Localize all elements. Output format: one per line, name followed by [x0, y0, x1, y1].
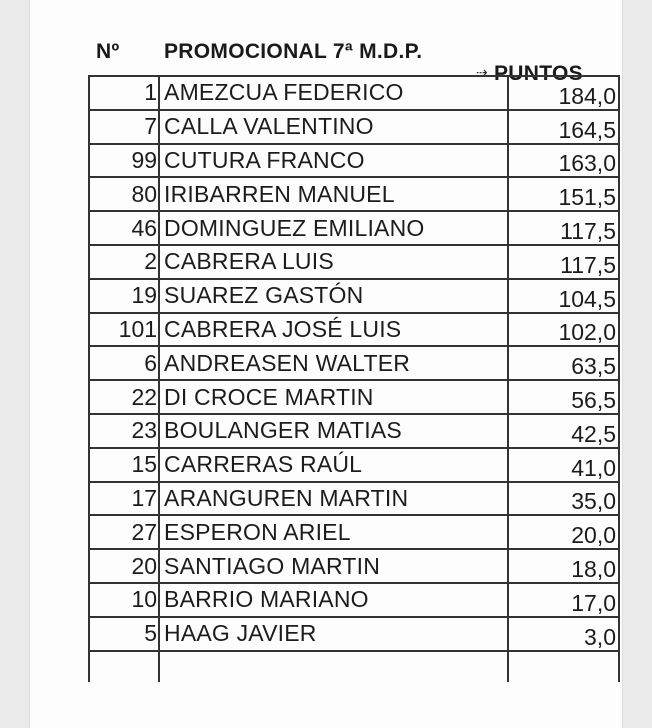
row-number: 46	[89, 211, 159, 245]
row-points: 42,5	[508, 414, 619, 448]
row-points: 35,0	[508, 482, 619, 516]
table-row	[89, 583, 619, 617]
table-row	[89, 144, 619, 178]
table-row	[89, 414, 619, 448]
results-table	[88, 75, 620, 682]
row-number: 80	[89, 177, 159, 211]
row-number: 10	[89, 583, 159, 617]
row-points: 20,0	[508, 515, 619, 549]
row-points: 17,0	[508, 583, 619, 617]
table-row	[89, 110, 619, 144]
table-row	[89, 482, 619, 516]
table-row	[89, 177, 619, 211]
competitor-name: CUTURA FRANCO	[159, 144, 508, 178]
row-points: 164,5	[508, 110, 619, 144]
table-row	[89, 76, 619, 110]
row-number: 22	[89, 380, 159, 414]
row-points: 56,5	[508, 380, 619, 414]
competitor-name: CARRERAS RAÚL	[159, 448, 508, 482]
row-number: 19	[89, 279, 159, 313]
row-points: 41,0	[508, 448, 619, 482]
row-points: 151,5	[508, 177, 619, 211]
competitor-name: AMEZCUA FEDERICO	[159, 76, 508, 110]
row-points: 117,5	[508, 211, 619, 245]
table-row	[89, 515, 619, 549]
competitor-name: ESPERON ARIEL	[159, 515, 508, 549]
table-row	[89, 380, 619, 414]
row-number: 99	[89, 144, 159, 178]
row-number: 7	[89, 110, 159, 144]
competitor-name: BARRIO MARIANO	[159, 583, 508, 617]
table-row	[89, 211, 619, 245]
row-number: 27	[89, 515, 159, 549]
competitor-name: CABRERA JOSÉ LUIS	[159, 313, 508, 347]
row-number: 101	[89, 313, 159, 347]
competitor-name: SANTIAGO MARTIN	[159, 549, 508, 583]
row-points: 102,0	[508, 313, 619, 347]
page-title: PROMOCIONAL 7ª M.D.P.	[164, 40, 423, 63]
row-number: 20	[89, 549, 159, 583]
row-number: 2	[89, 245, 159, 279]
table-row	[89, 245, 619, 279]
competitor-name: IRIBARREN MANUEL	[159, 177, 508, 211]
empty-row	[89, 651, 619, 682]
row-number: 1	[89, 76, 159, 110]
empty-cell	[89, 651, 159, 682]
competitor-name: ANDREASEN WALTER	[159, 346, 508, 380]
competitor-name: CABRERA LUIS	[159, 245, 508, 279]
row-number: 23	[89, 414, 159, 448]
table-row	[89, 549, 619, 583]
column-header-points: PUNTOS	[494, 62, 583, 85]
table-row	[89, 279, 619, 313]
row-number: 17	[89, 482, 159, 516]
column-header-number: Nº	[96, 40, 120, 63]
row-number: 6	[89, 346, 159, 380]
row-points: 104,5	[508, 279, 619, 313]
competitor-name: CALLA VALENTINO	[159, 110, 508, 144]
row-points: 18,0	[508, 549, 619, 583]
row-points: 117,5	[508, 245, 619, 279]
arrow-mark-icon: ⇢	[476, 64, 488, 80]
document-sheet	[30, 0, 622, 728]
row-points: 3,0	[508, 617, 619, 651]
row-points: 63,5	[508, 346, 619, 380]
table-row	[89, 448, 619, 482]
table-row	[89, 313, 619, 347]
row-number: 5	[89, 617, 159, 651]
competitor-name: DI CROCE MARTIN	[159, 380, 508, 414]
competitor-name: HAAG JAVIER	[159, 617, 508, 651]
competitor-name: DOMINGUEZ EMILIANO	[159, 211, 508, 245]
competitor-name: SUAREZ GASTÓN	[159, 279, 508, 313]
table-row	[89, 346, 619, 380]
table-row	[89, 617, 619, 651]
competitor-name: ARANGUREN MARTIN	[159, 482, 508, 516]
row-number: 15	[89, 448, 159, 482]
row-points: 163,0	[508, 144, 619, 178]
competitor-name: BOULANGER MATIAS	[159, 414, 508, 448]
empty-cell	[508, 651, 619, 682]
empty-cell	[159, 651, 508, 682]
row-points: 184,0	[508, 76, 619, 110]
